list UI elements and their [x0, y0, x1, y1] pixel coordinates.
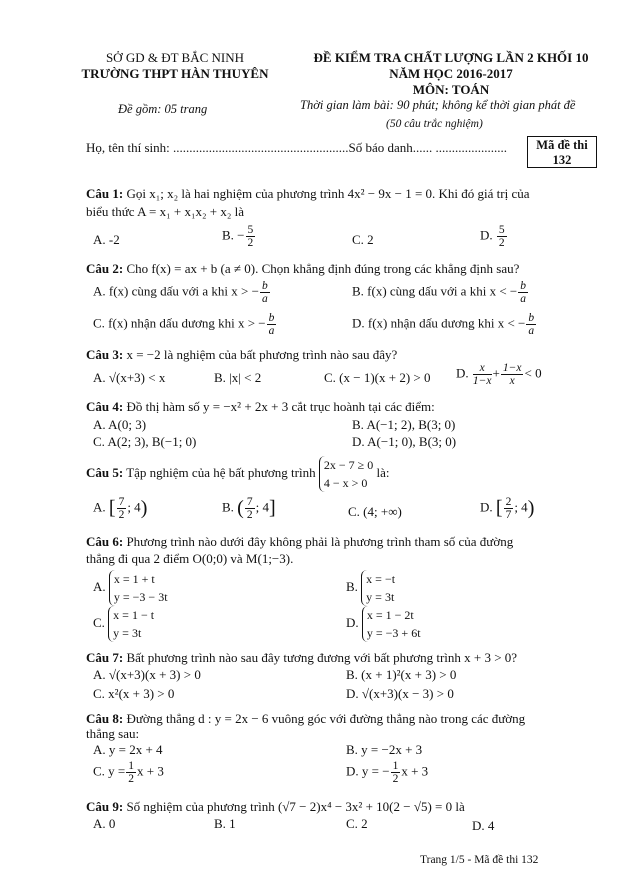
q9-option-d: D. 4 [472, 818, 495, 833]
q1-option-c: C. 2 [352, 232, 374, 247]
q6-text: Phương trình nào dưới đây không phải là phương trình tham số của đường [126, 534, 514, 549]
student-info-line: Họ, tên thí sinh: ......................................................Số báo danh...... ...................... [86, 140, 508, 155]
q1-text: Gọi x₁; x₂ là hai nghiệm của phương trình 4x² − 9x − 1 = 0. Khi đó giá trị của [126, 186, 530, 201]
question-2 [86, 261, 519, 277]
exam-title: ĐỀ KIỂM TRA CHẤT LƯỢNG LẦN 2 KHỐI 10 [313, 50, 589, 65]
question-8 [86, 711, 525, 727]
page-footer: Trang 1/5 - Mã đề thi 132 [420, 854, 539, 866]
dept-name: SỞ GD & ĐT BẮC NINH [105, 50, 245, 65]
question-6 [86, 534, 513, 550]
q1-option-a: A. -2 [93, 232, 120, 247]
header-left [60, 50, 290, 82]
q6-option-a: A. x = 1 + t y = −3 − 3t [93, 572, 168, 604]
exam-code-box [527, 136, 597, 168]
q7-label: Câu 7: [86, 650, 124, 665]
q5-tail: là: [376, 464, 390, 480]
q2-label: Câu 2: [86, 261, 124, 276]
q9-option-a: A. 0 [93, 816, 116, 831]
subject: MÔN: TOÁN [412, 82, 490, 97]
q1-option-b: B. − $\frac{5}{2}$ [222, 224, 254, 249]
q1-option-d: D. $\frac{5}{2}$ [480, 224, 505, 249]
q2-option-a: A. f(x) cùng dấu với a khi x > − $\frac{b}{a}$ [93, 280, 268, 305]
q5-option-b: B. ( $\frac{7}{2}$ ; 4] [222, 496, 276, 521]
q8-text-2: thẳng sau: [86, 726, 140, 741]
q3-text: x = −2 là nghiệm của bất phương trình nào sau đây? [126, 347, 398, 362]
exam-time: Thời gian làm bài: 90 phút; không kể thời gian phát đề [300, 98, 576, 112]
q2-option-c: C. f(x) nhận dấu dương khi x > − $\frac{b}{a}$ [93, 312, 275, 337]
q9-option-c: C. 2 [346, 816, 368, 831]
page-count: Đề gồm: 05 trang [118, 102, 208, 116]
question-1 [86, 186, 530, 202]
exam-code-value: 132 [552, 153, 572, 167]
q5-option-d: D. [ $\frac{2}{7}$ ; 4) [480, 496, 535, 521]
q6-option-b: B. x = −t y = 3t [346, 572, 396, 604]
q3-option-b: B. |x| < 2 [214, 370, 262, 385]
question-7 [86, 650, 517, 666]
question-4 [86, 399, 435, 415]
school-year: NĂM HỌC 2016-2017 [389, 66, 513, 81]
q4-option-c: C. A(2; 3), B(−1; 0) [93, 434, 197, 449]
q6-option-c: C. x = 1 − t y = 3t [93, 608, 155, 640]
q8-option-a: A. y = 2x + 4 [93, 742, 163, 757]
q2-text: Cho f(x) = ax + b (a ≠ 0). Chọn khẳng định đúng trong các khẳng định sau? [126, 261, 520, 276]
q7-option-b: B. (x + 1)²(x + 3) > 0 [346, 667, 457, 682]
q2-option-d: D. f(x) nhận dấu dương khi x < − $\frac{b}{a}$ [352, 312, 535, 337]
q9-text: Số nghiệm của phương trình (√7 − 2)x⁴ − 3x² + 10(2 − √5) = 0 là [126, 799, 465, 814]
q1-text-2: biểu thức A = x₁ + x₁x₂ + x₂ là [86, 204, 245, 219]
q5-option-c: C. (4; +∞) [348, 504, 402, 519]
school-name: TRƯỜNG THPT HÀN THUYÊN [81, 66, 269, 81]
q8-text: Đường thẳng d : y = 2x − 6 vuông góc với đường thẳng nào trong các đường [126, 711, 526, 726]
q8-option-c: C. y = $\frac{1}{2}$ x + 3 [93, 760, 164, 785]
q9-label: Câu 9: [86, 799, 124, 814]
q7-option-d: D. √(x+3)(x − 3) > 0 [346, 686, 454, 701]
q3-option-a: A. √(x+3) < x [93, 370, 166, 385]
q5-text: Tập nghiệm của hệ bất phương trình [126, 464, 316, 480]
q3-option-d: D. $\frac{x}{1-x}$ + $\frac{1-x}{x}$ < 0 [456, 362, 542, 387]
question-5 [86, 456, 389, 492]
q5-label: Câu 5: [86, 464, 124, 480]
q7-option-c: C. x²(x + 3) > 0 [93, 686, 175, 701]
q4-option-d: D. A(−1; 0), B(3; 0) [352, 434, 457, 449]
q3-label: Câu 3: [86, 347, 124, 362]
question-3 [86, 347, 397, 363]
q9-option-b: B. 1 [214, 816, 236, 831]
q4-text: Đồ thị hàm số y = −x² + 2x + 3 cắt trục hoành tại các điểm: [126, 399, 435, 414]
q8-label: Câu 8: [86, 711, 124, 726]
q2-option-b: B. f(x) cùng dấu với a khi x < − $\frac{b}{a}$ [352, 280, 526, 305]
q8-option-b: B. y = −2x + 3 [346, 742, 423, 757]
q7-text: Bất phương trình nào sau đây tương đương với bất phương trình x + 3 > 0? [126, 650, 518, 665]
q1-label: Câu 1: [86, 186, 124, 201]
q5-option-a: A. [ $\frac{7}{2}$ ; 4) [93, 496, 148, 521]
q8-option-d: D. y = − $\frac{1}{2}$ x + 3 [346, 760, 429, 785]
header-right [292, 50, 610, 98]
q3-option-c: C. (x − 1)(x + 2) > 0 [324, 370, 431, 385]
q4-option-a: A. A(0; 3) [93, 417, 147, 432]
question-9 [86, 799, 465, 815]
q6-label: Câu 6: [86, 534, 124, 549]
q6-text-2: thẳng đi qua 2 điểm O(0;0) và M(1;−3). [86, 551, 294, 566]
q4-label: Câu 4: [86, 399, 124, 414]
q5-system: 2x − 7 ≥ 0 4 − x > 0 [319, 456, 373, 492]
q6-option-d: D. x = 1 − 2t y = −3 + 6t [346, 608, 421, 640]
q4-option-b: B. A(−1; 2), B(3; 0) [352, 417, 456, 432]
q7-option-a: A. √(x+3)(x + 3) > 0 [93, 667, 201, 682]
exam-code-label: Mã đề thi [536, 138, 588, 152]
question-count: (50 câu trắc nghiệm) [386, 118, 483, 130]
